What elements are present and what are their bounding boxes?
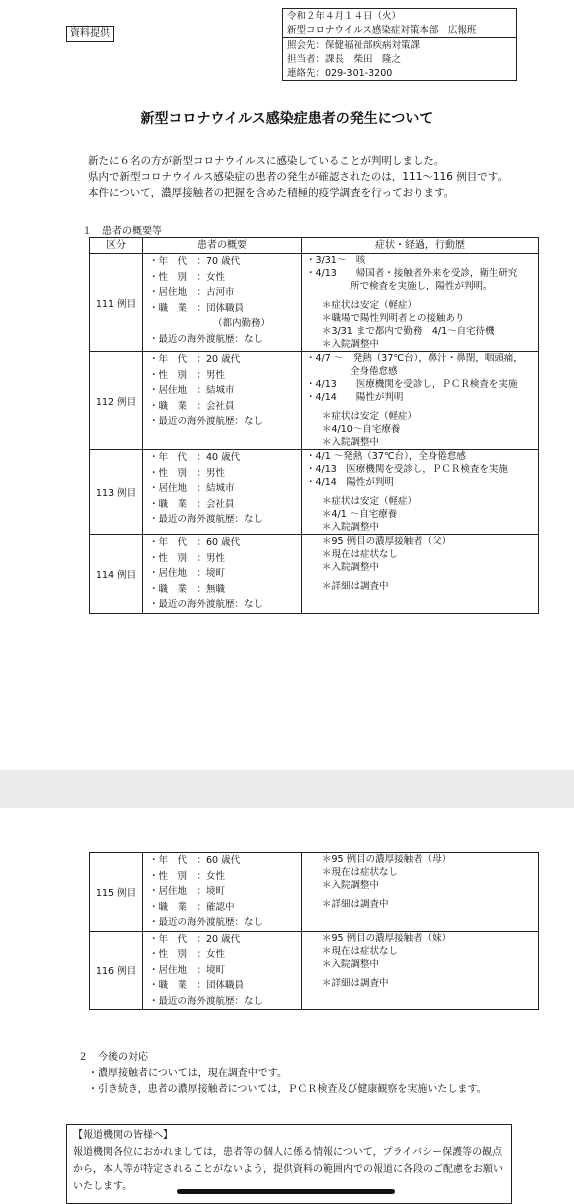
case-symptoms bbox=[302, 853, 539, 932]
profile-line: ・最近の海外渡航歴：なし bbox=[149, 599, 264, 610]
page-gap bbox=[0, 770, 574, 808]
table-row bbox=[90, 352, 539, 450]
symptom-line: ＊95 例目の濃厚接触者（妹） bbox=[322, 932, 452, 944]
intro-paragraph bbox=[88, 153, 508, 201]
press-notice-line: いたします。 bbox=[73, 1181, 133, 1192]
case-profile bbox=[143, 352, 302, 450]
profile-line: ・最近の海外渡航歴：なし bbox=[149, 333, 264, 345]
profile-line: ・職 業 ：会社員 bbox=[149, 400, 235, 412]
symptom-line: ＊3/31 まで都内で勤務 4/1～自宅待機 bbox=[322, 326, 495, 337]
response-list bbox=[88, 1066, 487, 1098]
profile-line: ・年 代 ：60 歳代 bbox=[149, 537, 241, 548]
table-row bbox=[90, 450, 539, 535]
table-header-row bbox=[90, 238, 539, 254]
profile-line: ・性 別 ：男性 bbox=[149, 369, 226, 381]
case-profile bbox=[143, 853, 302, 932]
profile-line: ・最近の海外渡航歴：なし bbox=[149, 995, 264, 1007]
profile-line: ・居住地 ：結城市 bbox=[149, 483, 235, 494]
symptom-line: ＊入院調整中 bbox=[322, 562, 380, 573]
contact-office: 照会先：保健福祉部疾病対策課 bbox=[287, 40, 421, 51]
symptom-line: ＊詳細は調査中 bbox=[322, 581, 389, 592]
header-profile: 患者の概要 bbox=[143, 238, 302, 254]
table-row bbox=[90, 254, 539, 352]
case-profile bbox=[143, 535, 302, 614]
document-title: 新型コロナウイルス感染症患者の発生について bbox=[140, 111, 434, 127]
case-id: 116 例目 bbox=[90, 931, 143, 1010]
case-id: 114 例目 bbox=[90, 535, 143, 614]
profile-line: ・年 代 ：20 歳代 bbox=[149, 354, 241, 365]
response-item: ・濃厚接触者については，現在調査中です。 bbox=[88, 1068, 287, 1079]
profile-line: ・年 代 ：70 歳代 bbox=[149, 256, 241, 267]
profile-line: ・年 代 ：20 歳代 bbox=[149, 933, 241, 945]
symptom-line: ＊現在は症状なし bbox=[322, 945, 399, 957]
table-row bbox=[90, 853, 539, 932]
contact-person: 担当者：課長 柴田 隆之 bbox=[287, 54, 402, 65]
press-notice-line: 報道機関各位におかれましては，患者等の個人に係る情報について，プライバシー保護等の観点 bbox=[73, 1147, 503, 1158]
issuing-department: 新型コロナウイルス感染症対策本部 広報班 bbox=[283, 23, 516, 38]
profile-line: ・居住地 ：境町 bbox=[149, 964, 226, 976]
profile-line: ・性 別 ：男性 bbox=[149, 467, 226, 479]
symptom-line: ＊現在は症状なし bbox=[322, 867, 399, 878]
press-notice-heading: 【報道機関の皆様へ】 bbox=[73, 1130, 173, 1141]
profile-line: ・居住地 ：境町 bbox=[149, 886, 226, 897]
case-id: 111 例目 bbox=[90, 254, 143, 352]
profile-line: ・居住地 ：古河市 bbox=[149, 287, 235, 298]
case-profile bbox=[143, 931, 302, 1010]
profile-line: ・居住地 ：境町 bbox=[149, 568, 226, 579]
symptom-line: ＊症状は安定（軽症） bbox=[322, 411, 418, 422]
case-profile bbox=[143, 450, 302, 535]
profile-line: ・職 業 ：無職 bbox=[149, 583, 226, 595]
profile-line: ・性 別 ：女性 bbox=[149, 271, 226, 283]
profile-line: ・職 業 ：団体職員 bbox=[149, 980, 245, 991]
profile-line: ・職 業 ：団体職員 bbox=[149, 302, 245, 314]
symptom-line: ・4/14 陽性が判明 bbox=[306, 477, 394, 488]
profile-line: ・職 業 ：会社員 bbox=[149, 498, 235, 510]
symptom-line: ＊95 例目の濃厚接触者（母） bbox=[322, 854, 452, 865]
case-id: 115 例目 bbox=[90, 853, 143, 932]
symptom-line: ・4/13 医療機関を受診し，ＰＣＲ検査を実施 bbox=[306, 379, 518, 390]
response-item: ・引き続き，患者の濃厚接触者については，ＰＣＲ検査及び健康観察を実施いたします。 bbox=[88, 1084, 487, 1095]
symptom-line: ・4/13 帰国者・接触者外来を受診，衛生研究 bbox=[306, 268, 518, 279]
home-indicator[interactable] bbox=[177, 1189, 395, 1194]
table-row bbox=[90, 931, 539, 1010]
symptom-line: 所で検査を実施し，陽性が判明。 bbox=[350, 281, 493, 292]
intro-line: 本件について，濃厚接触者の把握を含めた積極的疫学調査を行っております。 bbox=[88, 187, 455, 199]
case-id: 113 例目 bbox=[90, 450, 143, 535]
symptom-line: ＊入院調整中 bbox=[322, 437, 380, 448]
symptom-line: ＊入院調整中 bbox=[322, 522, 380, 533]
profile-line: ・年 代 ：60 歳代 bbox=[149, 855, 241, 866]
profile-line: ・性 別 ：女性 bbox=[149, 949, 226, 960]
profile-line: ・性 別 ：男性 bbox=[149, 552, 226, 564]
symptom-line: ＊4/10～自宅療養 bbox=[322, 424, 401, 435]
symptom-line: ・4/1 ～発熱（37℃台），全身倦怠感 bbox=[306, 451, 466, 462]
contact-info-box bbox=[282, 8, 517, 81]
symptom-line: ・4/7 ～ 発熱（37℃台），鼻汁・鼻閉，咽頭痛， bbox=[306, 353, 523, 364]
symptom-line: ＊4/1 ～自宅療養 bbox=[322, 509, 398, 520]
profile-line: ・最近の海外渡航歴：なし bbox=[149, 416, 264, 427]
profile-line: ・最近の海外渡航歴：なし bbox=[149, 917, 264, 928]
intro-line: 県内で新型コロナウイルス感染症の患者の発生が確認されたのは，111～116 例目です。 bbox=[88, 171, 508, 183]
symptom-line: ＊95 例目の濃厚接触者（父） bbox=[322, 536, 452, 547]
profile-line: ・職 業 ：確認中 bbox=[149, 901, 235, 913]
press-notice-line: から，本人等が特定されることがないよう，提供資料の範囲内での報道に各段のご配慮をお願い bbox=[73, 1164, 503, 1175]
symptom-line: ＊詳細は調査中 bbox=[322, 899, 389, 910]
press-release-tag: 資料提供 bbox=[66, 26, 114, 42]
case-symptoms bbox=[302, 352, 539, 450]
section-heading-response: ２ 今後の対応 bbox=[78, 1052, 148, 1063]
header-category: 区分 bbox=[90, 238, 143, 254]
symptom-line: 全身倦怠感 bbox=[350, 366, 398, 377]
table-row bbox=[90, 535, 539, 614]
symptom-line: ・4/13 医療機関を受診し，ＰＣＲ検査を実施 bbox=[306, 464, 508, 475]
symptom-line: ＊職場で陽性判明者との接触あり bbox=[322, 313, 465, 324]
symptom-line: ＊入院調整中 bbox=[322, 958, 380, 970]
case-symptoms bbox=[302, 254, 539, 352]
symptom-line: ＊症状は安定（軽症） bbox=[322, 496, 418, 507]
profile-line: ・性 別 ：女性 bbox=[149, 870, 226, 882]
section-heading-patients: １ 患者の概要等 bbox=[82, 226, 162, 237]
case-id: 112 例目 bbox=[90, 352, 143, 450]
symptom-line: ・3/31～ 咳 bbox=[306, 255, 366, 266]
case-profile bbox=[143, 254, 302, 352]
symptom-line: ＊入院調整中 bbox=[322, 339, 380, 350]
intro-line: 新たに６名の方が新型コロナウイルスに感染していることが判明しました。 bbox=[88, 155, 445, 167]
patient-table-page2 bbox=[89, 852, 539, 1010]
header-symptoms: 症状・経過，行動歴 bbox=[302, 238, 539, 254]
case-symptoms bbox=[302, 450, 539, 535]
case-symptoms bbox=[302, 931, 539, 1010]
symptom-line: ＊入院調整中 bbox=[322, 880, 380, 891]
symptom-line: ＊詳細は調査中 bbox=[322, 977, 389, 989]
symptom-line: ＊現在は症状なし bbox=[322, 549, 399, 560]
symptom-line: ・4/14 陽性が判明 bbox=[306, 392, 404, 403]
profile-line: （都内勤務） bbox=[213, 318, 271, 329]
case-symptoms bbox=[302, 535, 539, 614]
patient-table-page1 bbox=[89, 237, 539, 614]
profile-line: ・年 代 ：40 歳代 bbox=[149, 452, 241, 463]
profile-line: ・居住地 ：結城市 bbox=[149, 385, 235, 396]
release-date: 令和２年４月１４日（火） bbox=[287, 11, 402, 22]
contact-phone: 連絡先：029-301-3200 bbox=[287, 68, 393, 79]
profile-line: ・最近の海外渡航歴：なし bbox=[149, 514, 264, 525]
symptom-line: ＊症状は安定（軽症） bbox=[322, 300, 418, 311]
